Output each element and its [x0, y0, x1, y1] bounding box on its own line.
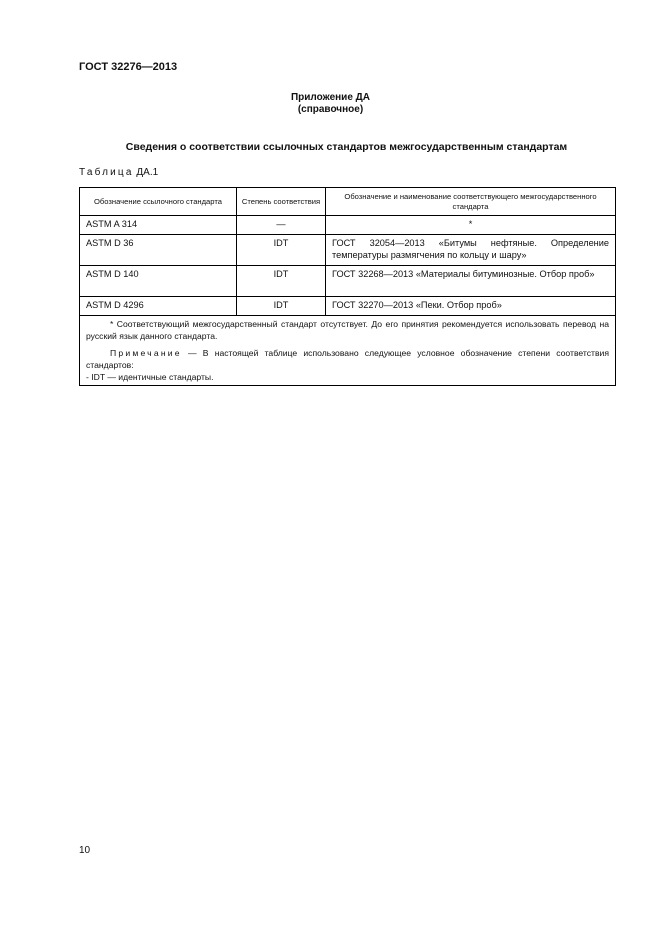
header-degree-of-correspondence: Степень соответствия: [237, 188, 326, 216]
note-text: — В настоящей таблице использовано следующее условное обозначение степени соответствия стандартов:: [86, 348, 610, 370]
correspondence-table: [79, 187, 616, 386]
note-item: - IDT — идентичные стандарты.: [86, 372, 214, 382]
table-row: [80, 216, 616, 235]
document-header: ГОСТ 32276—2013: [79, 61, 178, 73]
table-footnote-row: [80, 316, 616, 386]
appendix-title: Приложение ДА: [290, 92, 371, 103]
section-title: Сведения о соответствии ссылочных стандартов межгосударственным стандартам: [125, 141, 568, 153]
cell-degree: IDT: [237, 266, 326, 297]
cell-interstate-standard: ГОСТ 32270—2013 «Пеки. Отбор проб»: [326, 297, 616, 316]
cell-reference-standard: ASTM A 314: [80, 216, 237, 235]
footnote-text: * Соответствующий межгосударственный стандарт отсутствует. До его принятия рекомендуется использовать перевод на русский язык данного стандарта.: [86, 319, 609, 341]
note-paragraph: [86, 347, 609, 371]
page-number: 10: [79, 845, 91, 856]
cell-degree: —: [237, 216, 326, 235]
cell-reference-standard: ASTM D 140: [80, 266, 237, 297]
table-label-id: ДА.1: [136, 167, 159, 178]
table-row: [80, 266, 616, 297]
table-header-row: [80, 188, 616, 216]
table-label-word: Таблица: [79, 167, 134, 178]
table-row: [80, 297, 616, 316]
cell-reference-standard: ASTM D 36: [80, 235, 237, 266]
header-interstate-standard: Обозначение и наименование соответствующего межгосударственного стандарта: [326, 188, 616, 216]
cell-reference-standard: ASTM D 4296: [80, 297, 237, 316]
cell-degree: IDT: [237, 297, 326, 316]
cell-interstate-standard: *: [326, 216, 616, 235]
table-label: [79, 167, 158, 178]
cell-interstate-standard: ГОСТ 32054—2013 «Битумы нефтяные. Определение температуры размягчения по кольцу и шару»: [326, 235, 616, 266]
table-row: [80, 235, 616, 266]
footnote-cell: [80, 316, 616, 386]
appendix-subtitle: (справочное): [297, 104, 364, 115]
appendix-heading: [0, 92, 661, 116]
cell-interstate-standard: ГОСТ 32268—2013 «Материалы битуминозные. Отбор проб»: [326, 266, 616, 297]
header-reference-standard: Обозначение ссылочного стандарта: [80, 188, 237, 216]
note-label: Примечание: [110, 348, 182, 358]
cell-degree: IDT: [237, 235, 326, 266]
